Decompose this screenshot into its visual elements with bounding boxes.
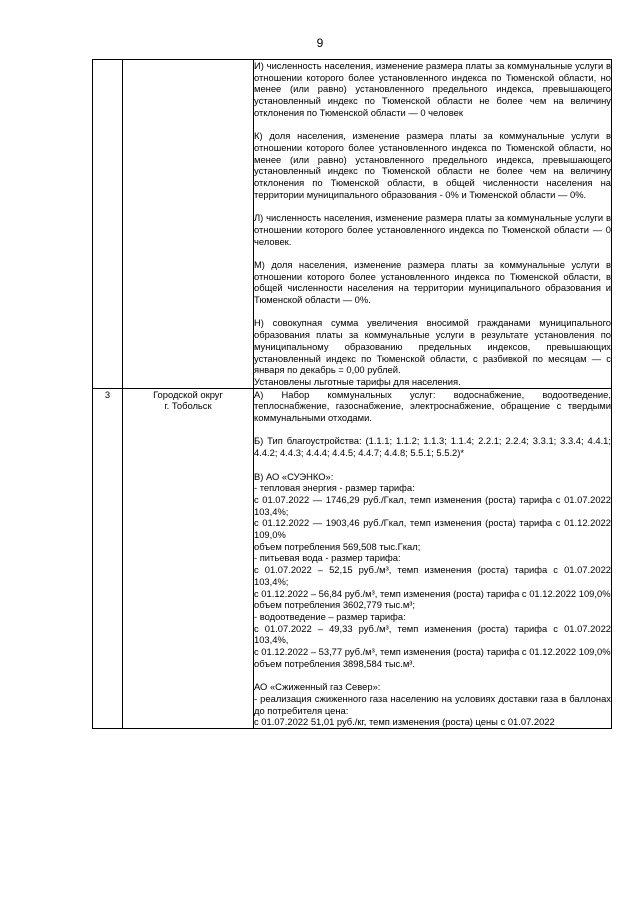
paragraph: с 01.12.2022 – 53,77 руб./м³, темп изменения (роста) тарифа с 01.12.2022 109,0% [254, 646, 611, 658]
municipality-cell [123, 60, 254, 389]
document-table [92, 59, 612, 729]
row-number-cell [93, 60, 123, 389]
paragraph: - водоотведение – размер тарифа: [254, 610, 406, 622]
paragraph: объем потребления 3602,779 тыс.м³; [254, 599, 416, 611]
municipality-cell [123, 388, 254, 728]
paragraph: Установлены льготные тарифы для населения. [254, 375, 461, 387]
paragraph: - реализация сжиженного газа населению на условиях доставки газа в баллонах до потребителя цена: [254, 692, 611, 716]
row-number-cell: 3 [93, 388, 123, 728]
paragraph: объем потребления 569,508 тыс.Гкал; [254, 540, 421, 552]
paragraph: В) АО «СУЭНКО»: [254, 470, 334, 482]
paragraph: с 01.12.2022 – 56,84 руб./м³, темп изменения (роста) тарифа с 01.12.2022 109,0% [254, 587, 611, 599]
municipality-name-line: Городской округ [153, 388, 223, 400]
paragraph: - питьевая вода - размер тарифа: [254, 552, 401, 564]
paragraph: с 01.07.2022 — 1746,29 руб./Гкал, темп изменения (роста) тарифа с 01.07.2022 103,4%; [254, 493, 611, 517]
paragraph: А) Набор коммунальных услуг: водоснабжение, водоотведение, теплоснабжение, газоснабжение, электроснабжение, обращение с твердыми коммунальными отходами. [254, 388, 611, 424]
paragraph-spacer [254, 247, 611, 259]
municipality-name-line: г. Тобольск [164, 400, 212, 412]
table-row [93, 60, 612, 389]
paragraph: М) доля населения, изменение размера платы за коммунальные услуги в отношении которого более установленного индекса по Тюменской области, в общей численности населения на территории муниципального образования и Тюменской области — 0%. [254, 258, 611, 306]
paragraph-spacer [254, 200, 611, 212]
paragraph: с 01.07.2022 – 49,33 руб./м³, темп изменения (роста) тарифа с 01.07.2022 103,4%, [254, 622, 611, 646]
paragraph: Н) совокупная сумма увеличения вносимой гражданами муниципального образования платы за коммунальные услуги в результате установления по муниципальному образованию предельных индексов, превышающих установленный индекс по Тюменской области, с разбивкой по месяцам — с января по декабрь = 0,00 рублей. [254, 317, 611, 376]
paragraph: объем потребления 3898,584 тыс.м³. [254, 657, 416, 669]
paragraph-spacer [254, 306, 611, 318]
paragraph: с 01.12.2022 — 1903,46 руб./Гкал, темп изменения (роста) тарифа с 01.12.2022 109,0% [254, 517, 611, 541]
paragraph: Л) численность населения, изменение размера платы за коммунальные услуги в отношении которого более установленного индекса по Тюменской области — 0 человек. [254, 212, 611, 247]
table-row [93, 388, 612, 728]
paragraph-spacer [254, 669, 611, 681]
paragraph: Б) Тип благоустройства: (1.1.1; 1.1.2; 1.1.3; 1.1.4; 2.2.1; 2.2.4; 3.3.1; 3.3.4; 4.4.1; 4.4.2; 4.4.3; 4.4.4; 4.4.5; 4.4.7; 4.4.8; 5.5.1; 5.5.2)* [254, 435, 611, 459]
paragraph: с 01.07.2022 – 52,15 руб./м³, темп изменения (роста) тарифа с 01.07.2022 103,4%; [254, 564, 611, 587]
description-cell [254, 60, 612, 389]
paragraph-spacer [254, 424, 611, 436]
description-cell [254, 388, 612, 728]
paragraph: с 01.07.2022 51,01 руб./кг, темп изменения (роста) цены с 01.07.2022 [254, 716, 555, 728]
paragraph-spacer [254, 459, 611, 471]
paragraph: И) численность населения, изменение размера платы за коммунальные услуги в отношении которого более установленного индекса по Тюменской области, но менее (или равно) установленного предельного индекса, превышающего установленный индекс по Тюменской области не более чем на величину отклонения по Тюменской области — 0 человек [254, 60, 611, 118]
paragraph: К) доля населения, изменение размера платы за коммунальные услуги в отношении которого более установленного индекса по Тюменской области, но менее (или равно) установленного предельного индекса, превышающего установленный индекс по Тюменской области не более чем на величину отклонения по Тюменской области, в общей численности населения на территории муниципального образования - 0% и Тюменской области — 0%. [254, 130, 611, 200]
page-number: 9 [316, 36, 324, 50]
paragraph-spacer [254, 119, 611, 131]
paragraph: - тепловая энергия - размер тарифа: [254, 482, 415, 494]
paragraph: АО «Сжиженный газ Север»: [254, 681, 381, 693]
